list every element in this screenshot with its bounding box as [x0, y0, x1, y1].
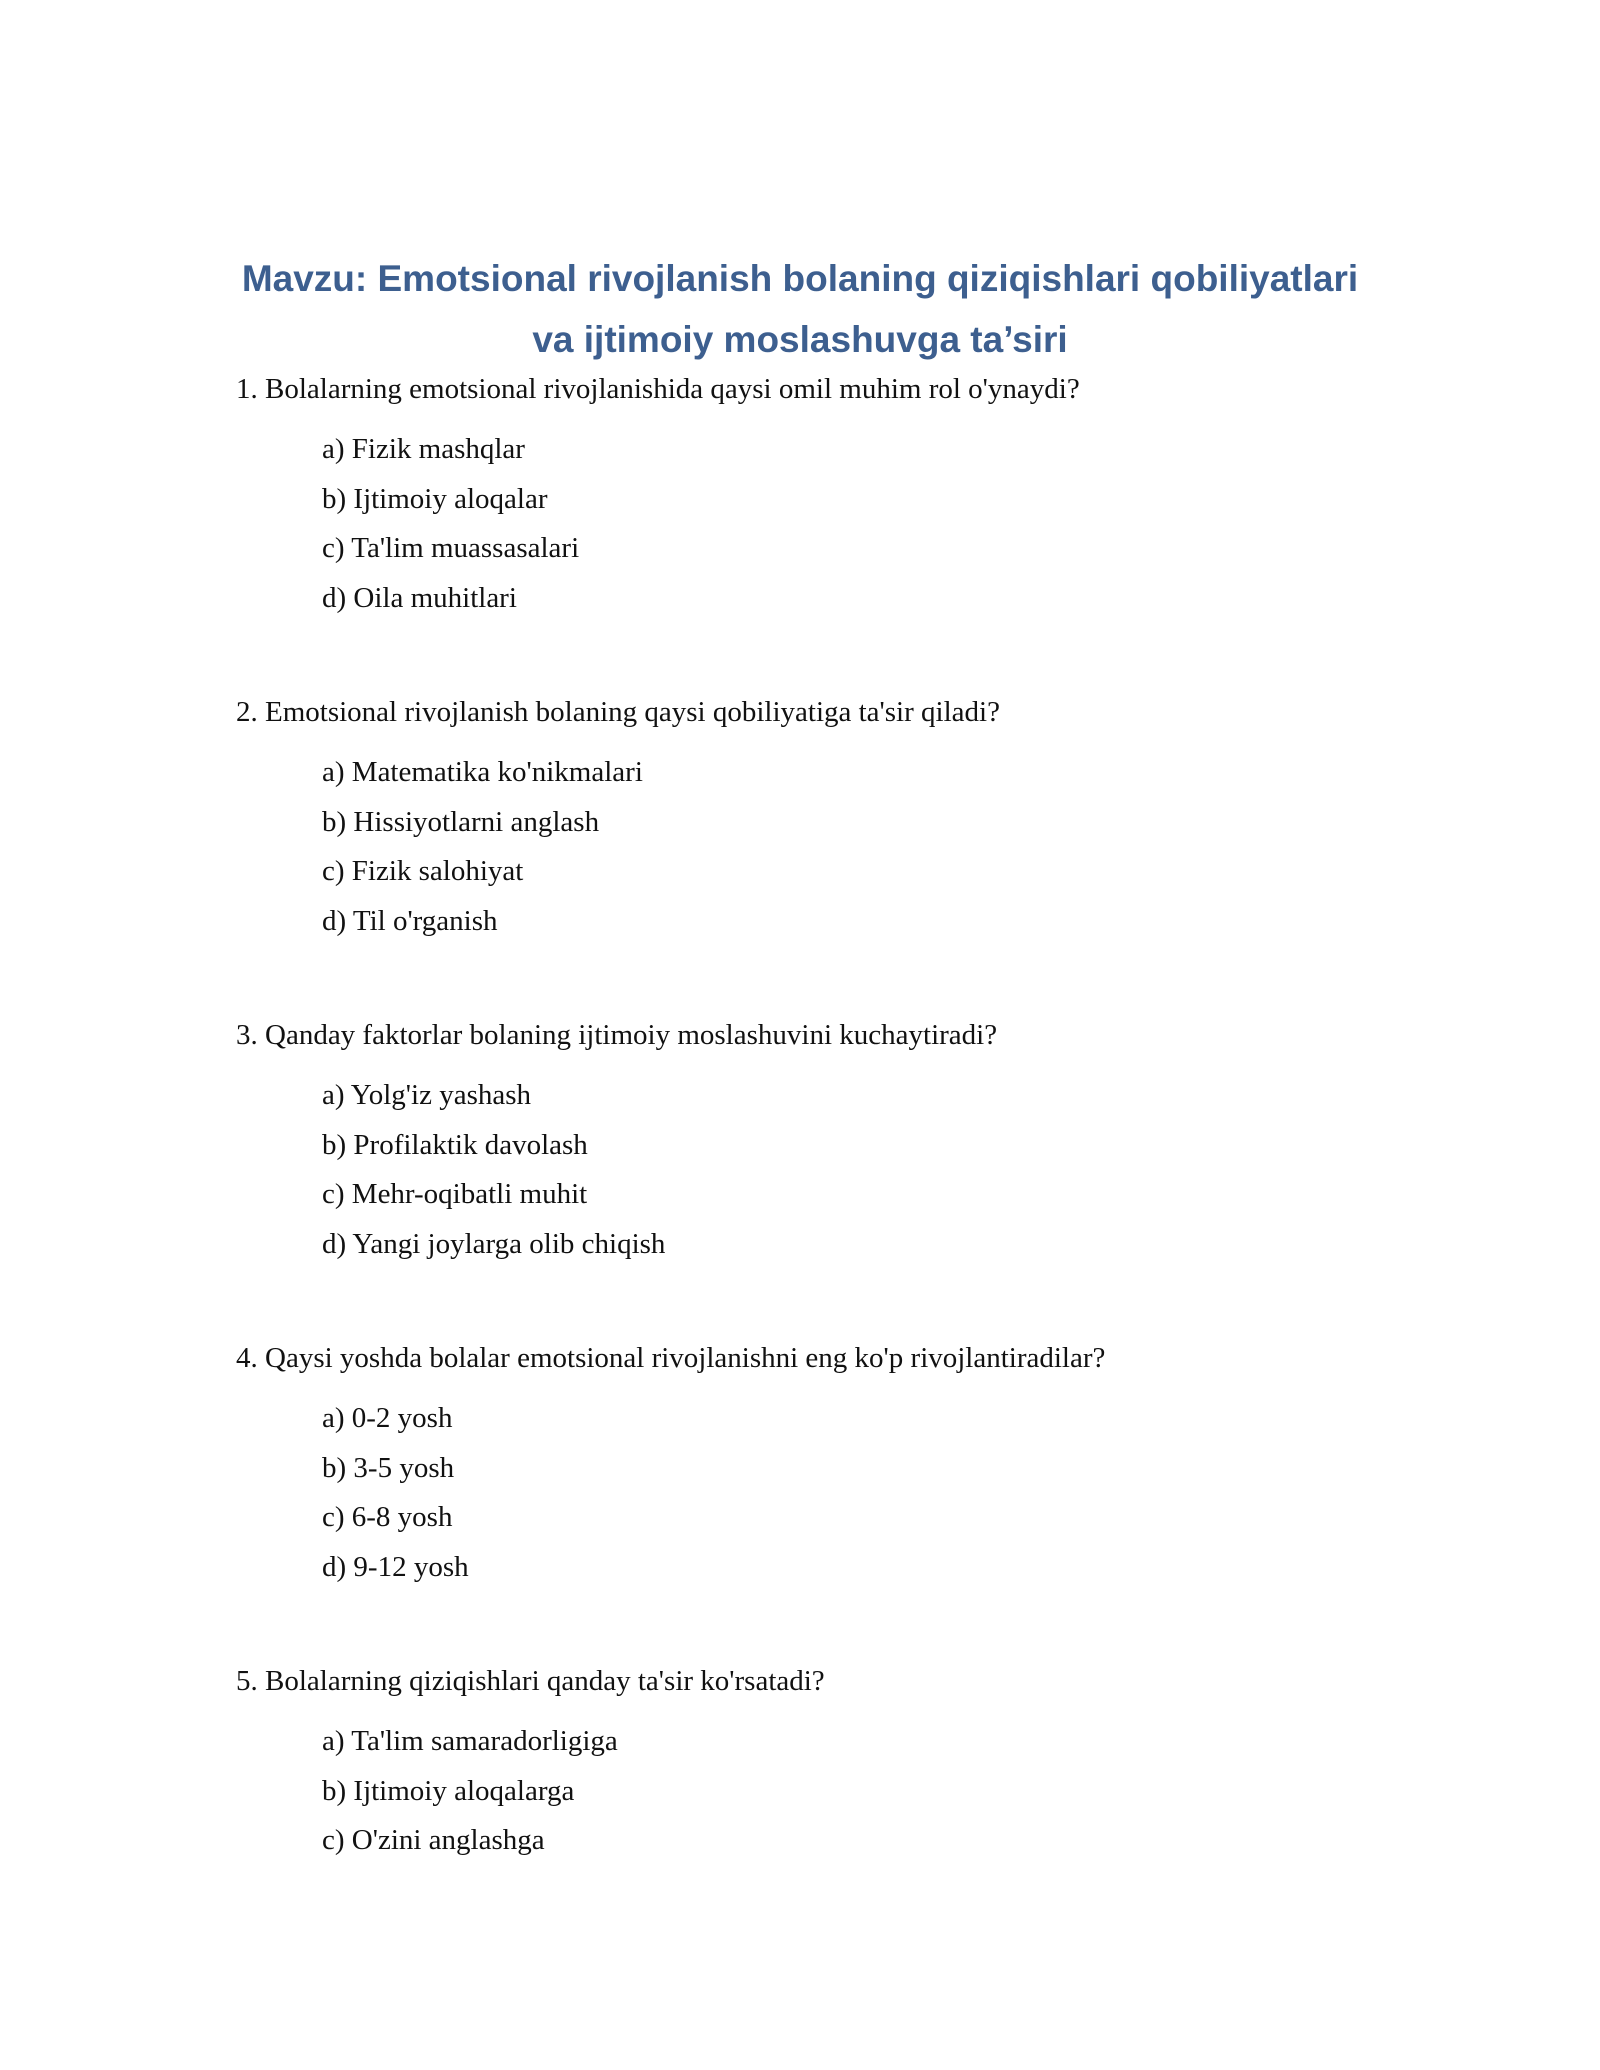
question-2 — [236, 691, 1436, 946]
question-list — [236, 368, 1436, 1934]
answer-option-b: b) Ijtimoiy aloqalar — [322, 482, 548, 515]
title-line-2: va ijtimoiy moslashuvga ta’siri — [532, 319, 1068, 360]
answer-option-b: b) Hissiyotlarni anglash — [322, 805, 600, 838]
answer-option-c: c) Fizik salohiyat — [322, 855, 524, 887]
answer-options — [236, 748, 1436, 946]
answer-option-a: a) Fizik mashqlar — [322, 433, 525, 465]
question-text: 3. Qanday faktorlar bolaning ijtimoiy moslashuvini kuchaytiradi? — [236, 1019, 998, 1051]
question-5 — [236, 1660, 1436, 1866]
question-text: 5. Bolalarning qiziqishlari qanday ta'sir ko'rsatadi? — [236, 1665, 825, 1697]
answer-options — [236, 1071, 1436, 1269]
answer-option-c: c) Ta'lim muassasalari — [322, 532, 580, 564]
question-3 — [236, 1014, 1436, 1269]
answer-option-b: b) 3-5 yosh — [322, 1451, 455, 1484]
question-4 — [236, 1337, 1436, 1592]
title-line-1: Mavzu: Emotsional rivojlanish bolaning qiziqishlari qobiliyatlari — [241, 258, 1359, 299]
question-text: 2. Emotsional rivojlanish bolaning qaysi qobiliyatiga ta'sir qiladi? — [236, 696, 1000, 728]
answer-option-c: c) O'zini anglashga — [322, 1824, 545, 1856]
answer-options — [236, 1394, 1436, 1592]
answer-options — [236, 425, 1436, 623]
answer-option-d: d) Oila muhitlari — [322, 581, 517, 614]
answer-option-c: c) 6-8 yosh — [322, 1501, 453, 1533]
answer-option-b: b) Profilaktik davolash — [322, 1128, 588, 1161]
answer-option-a: a) 0-2 yosh — [322, 1402, 453, 1434]
answer-option-d: d) 9-12 yosh — [322, 1550, 469, 1583]
answer-option-a: a) Matematika ko'nikmalari — [322, 756, 643, 788]
question-text: 4. Qaysi yoshda bolalar emotsional rivojlanishni eng ko'p rivojlantiradilar? — [236, 1342, 1106, 1374]
answer-option-a: a) Ta'lim samaradorligiga — [322, 1725, 618, 1757]
answer-option-d: d) Yangi joylarga olib chiqish — [322, 1227, 666, 1260]
answer-options — [236, 1717, 1436, 1866]
document-title — [160, 248, 1440, 370]
answer-option-d: d) Til o'rganish — [322, 904, 498, 937]
question-1 — [236, 368, 1436, 623]
answer-option-c: c) Mehr-oqibatli muhit — [322, 1178, 588, 1210]
answer-option-b: b) Ijtimoiy aloqalarga — [322, 1774, 575, 1807]
answer-option-a: a) Yolg'iz yashash — [322, 1079, 532, 1111]
question-text: 1. Bolalarning emotsional rivojlanishida qaysi omil muhim rol o'ynaydi? — [236, 373, 1080, 405]
